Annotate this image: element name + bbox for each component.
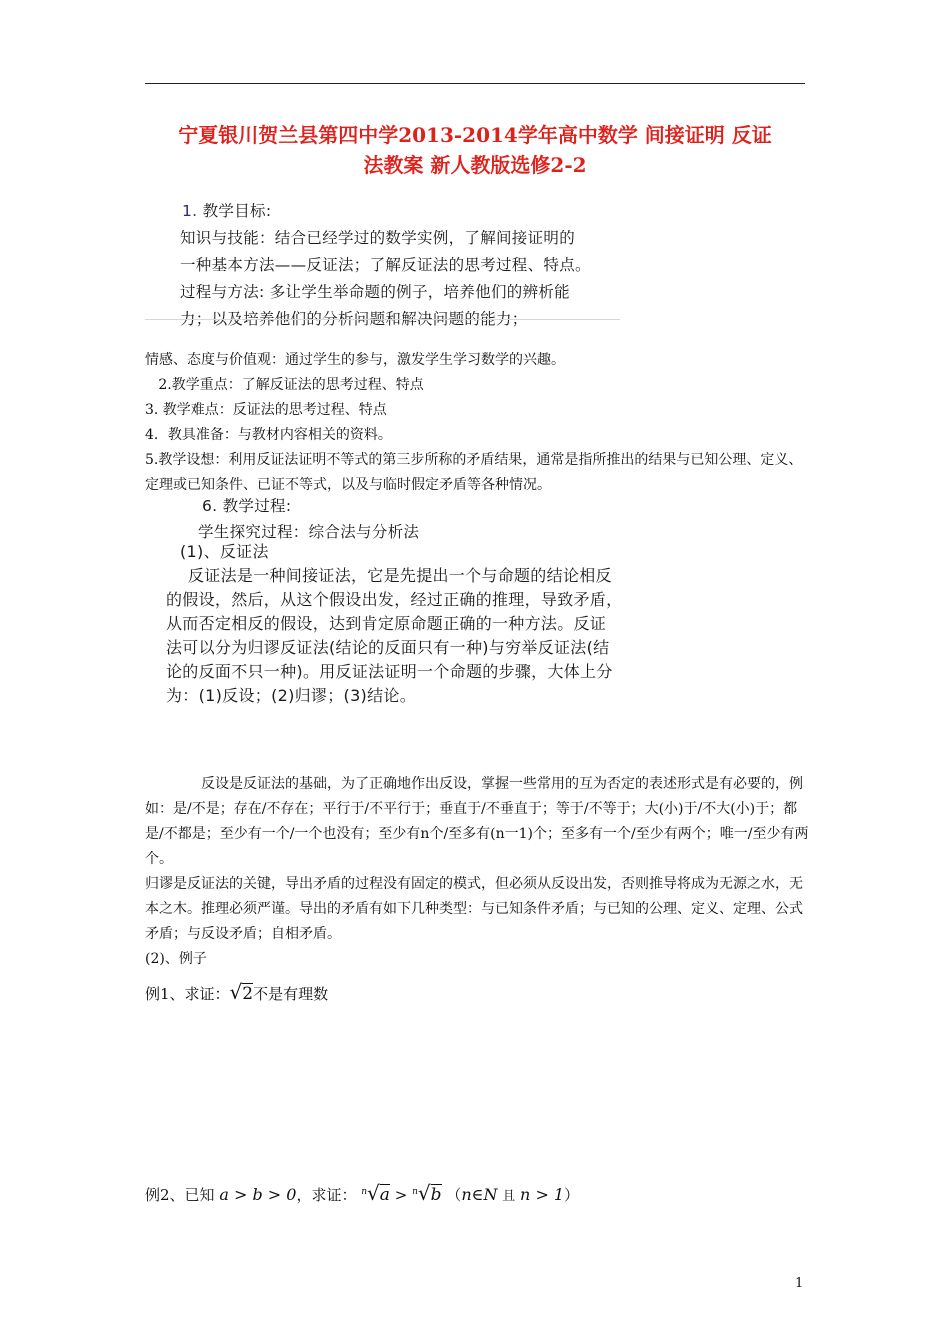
example-2-condition-n: n∈N — [461, 1185, 498, 1204]
image-edge — [145, 319, 620, 320]
header-rule — [145, 83, 805, 84]
goal-line: 知识与技能：结合已经学过的数学实例，了解间接证明的 — [180, 229, 576, 247]
teaching-goals-heading: 1. 教学目标: — [182, 202, 272, 220]
example-2-mid: ，求证： — [296, 1186, 357, 1204]
process-heading: 6. 教学过程: — [202, 497, 292, 515]
radicand-b: b — [430, 1185, 442, 1205]
contradiction-line: 论的反面不只一种)。用反证法证明一个命题的步骤，大体上分 — [166, 662, 613, 681]
root-index: n — [361, 1187, 368, 1197]
title-line-2: 法教案 新人教版选修2-2 — [363, 153, 587, 177]
goal-line: 过程与方法: 多让学生举命题的例子，培养他们的辨析能 — [180, 283, 570, 301]
greater-than: > — [394, 1186, 408, 1204]
nth-root-icon: √ — [367, 1181, 380, 1205]
contradiction-line: 为：(1)反设；(2)归谬；(3)结论。 — [166, 686, 416, 705]
radicand-a: a — [379, 1185, 390, 1205]
teaching-process-image — [198, 494, 638, 545]
root-index: n — [412, 1187, 418, 1197]
paragraph: 反设是反证法的基础，为了正确地作出反设，掌握一些常用的互为否定的表述形式是有必要的，例如：是/不是；存在/不存在；平行于/不平行于；垂直于/不垂直于；等于/不等于；大(小)于/不大(小)于；都是/不都是；至少有一个/一个也没有；至少有n个/至多有(n一1)个；至多有一个/至少有两个；唯一/至少有两个。 — [145, 776, 809, 867]
title-line-1: 宁夏银川贺兰县第四中学2013-2014学年高中数学 间接证明 反证 — [178, 123, 772, 147]
example-2 — [145, 1176, 810, 1213]
process-subheading: 学生探究过程：综合法与分析法 — [198, 523, 420, 541]
contradiction-heading: (1)、反证法 — [180, 542, 269, 561]
and-word: 且 — [502, 1189, 516, 1204]
paragraph: 情感、态度与价值观：通过学生的参与，激发学生学习数学的兴趣。 — [145, 352, 565, 368]
paragraph: 3. 教学难点：反证法的思考过程、特点 — [145, 402, 387, 418]
page-number: 1 — [795, 1276, 804, 1291]
proof-by-contradiction-image — [166, 540, 636, 708]
paragraph: 4．教具准备：与教材内容相关的资料。 — [145, 427, 392, 443]
example-1-text: 不是有理数 — [253, 985, 329, 1003]
example-2-label: 例2、已知 — [145, 1186, 215, 1204]
body-section-2 — [145, 772, 810, 972]
goal-line: 力；以及培养他们的分析问题和解决问题的能力； — [180, 310, 528, 328]
paragraph: 归谬是反证法的关键，导出矛盾的过程没有固定的模式，但必须从反设出发，否则推导将成为无源之水，无本之木。推理必须严谨。导出的矛盾有如下几种类型：与已知条件矛盾；与已知的公理、定义、定理、公式矛盾；与反设矛盾；自相矛盾。 — [145, 876, 803, 942]
contradiction-line: 法可以分为归谬反证法(结论的反面只有一种)与穷举反证法(结 — [166, 638, 610, 657]
paren-open: （ — [446, 1186, 462, 1204]
contradiction-line: 反证法是一种间接证法，它是先提出一个与命题的结论相反 — [188, 566, 612, 585]
sqrt-icon: √ — [229, 980, 243, 1004]
body-section-1 — [145, 348, 810, 498]
document-title — [145, 120, 805, 180]
example-2-condition-n2: n > 1 — [520, 1185, 565, 1204]
paragraph: (2)、例子 — [145, 951, 207, 967]
paren-close: ） — [564, 1186, 580, 1204]
nth-root-icon: √ — [417, 1181, 431, 1205]
example-1 — [145, 976, 810, 1010]
paragraph: 5.教学设想：利用反证法证明不等式的第三步所称的矛盾结果，通常是指所推出的结果与已知公理、定义、定理或已知条件、已证不等式，以及与临时假定矛盾等各种情况。 — [145, 452, 803, 493]
example-1-label: 例1、求证： — [145, 985, 230, 1003]
teaching-goals-image — [180, 198, 620, 333]
paragraph: 2.教学重点：了解反证法的思考过程、特点 — [145, 377, 424, 393]
contradiction-line: 的假设，然后，从这个假设出发，经过正确的推理，导致矛盾， — [166, 590, 623, 609]
goal-line: 一种基本方法——反证法；了解反证法的思考过程、特点。 — [180, 256, 591, 274]
example-1-radicand: 2 — [242, 984, 254, 1004]
contradiction-line: 从而否定相反的假设，达到肯定原命题正确的一种方法。反证 — [166, 614, 607, 633]
example-2-condition: a > b > 0 — [219, 1185, 297, 1204]
